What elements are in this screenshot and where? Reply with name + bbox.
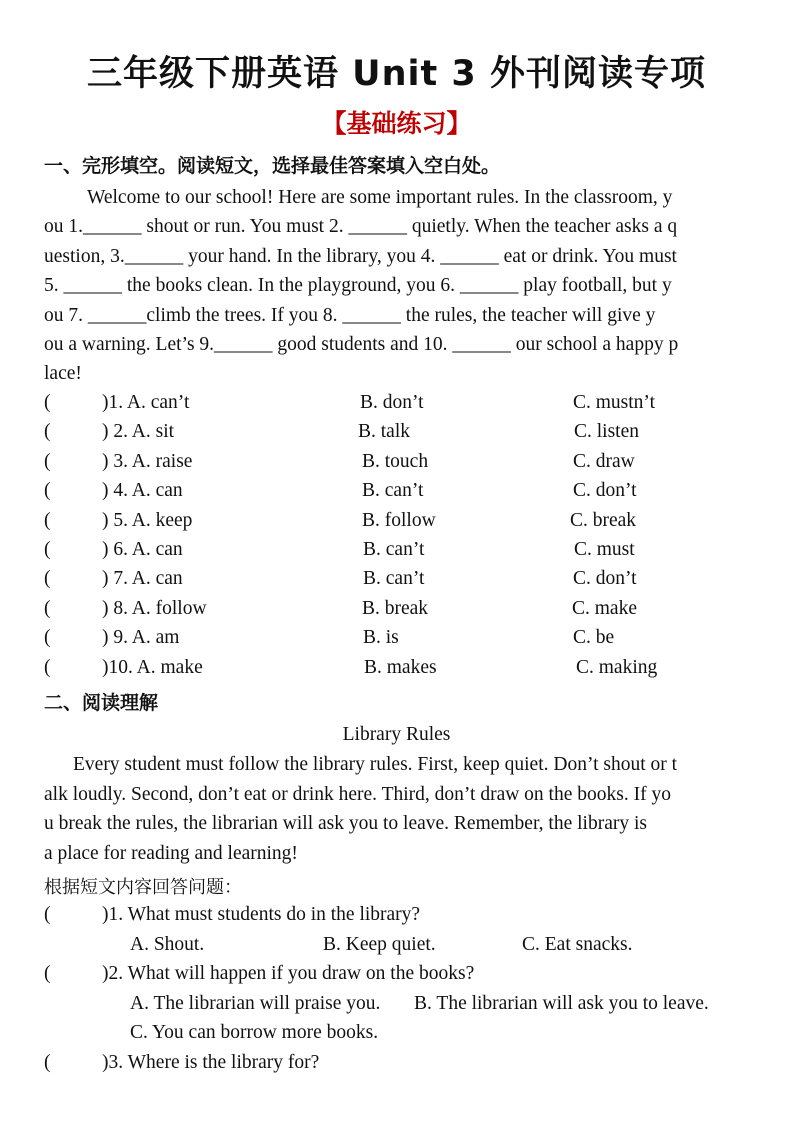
option-a: A. Shout. xyxy=(130,934,205,955)
option-c: C. don’t xyxy=(573,568,637,589)
option-c: C. making xyxy=(576,657,658,678)
option-c: C. don’t xyxy=(573,480,637,501)
passage-line: u break the rules, the librarian will ask you to leave. Remember, the library is xyxy=(44,813,647,834)
question-stem: )2. What will happen if you draw on the books? xyxy=(102,963,475,984)
option-b: B. is xyxy=(363,627,399,648)
passage-line: alk loudly. Second, don’t eat or drink here. Third, don’t draw on the books. If yo xyxy=(44,784,671,805)
option-a: )10. A. make xyxy=(102,657,203,678)
passage-line: 5. ______ the books clean. In the playground, you 6. ______ play football, but y xyxy=(44,275,672,296)
passage-line: ou 7. ______climb the trees. If you 8. ______ the rules, the teacher will give y xyxy=(44,305,656,326)
option-c: C. You can borrow more books. xyxy=(130,1022,379,1043)
passage-line: Every student must follow the library rules. First, keep quiet. Don’t shout or t xyxy=(73,754,678,775)
option-c: C. mustn’t xyxy=(573,392,655,413)
section-subtitle: 【基础练习】 xyxy=(321,109,472,138)
option-a: ) 8. A. follow xyxy=(102,598,207,619)
passage-title: Library Rules xyxy=(342,724,451,745)
instruction: 根据短文内容回答问题： xyxy=(44,877,242,898)
option-a: ) 7. A. can xyxy=(102,568,183,589)
passage-line: Welcome to our school! Here are some important rules. In the classroom, y xyxy=(87,187,673,208)
option-b: B. can’t xyxy=(362,480,424,501)
option-b: B. The librarian will ask you to leave. xyxy=(414,993,709,1014)
answer-paren[interactable]: ( xyxy=(44,421,51,442)
page-title: 三年级下册英语 Unit 3 外刊阅读专项 xyxy=(87,54,706,94)
option-a: ) 2. A. sit xyxy=(102,421,175,442)
answer-paren[interactable]: ( xyxy=(44,598,51,619)
answer-paren[interactable]: ( xyxy=(44,963,51,984)
answer-paren[interactable]: ( xyxy=(44,510,51,531)
option-c: C. must xyxy=(574,539,635,560)
passage-line: lace! xyxy=(44,363,82,384)
option-c: C. break xyxy=(570,510,637,531)
option-a: )1. A. can’t xyxy=(102,392,190,413)
option-a: ) 6. A. can xyxy=(102,539,183,560)
section1-heading: 一、完形填空。阅读短文，选择最佳答案填入空白处。 xyxy=(44,155,501,177)
option-a: ) 4. A. can xyxy=(102,480,183,501)
answer-paren[interactable]: ( xyxy=(44,480,51,501)
option-b: B. makes xyxy=(364,657,437,678)
passage-line: a place for reading and learning! xyxy=(44,843,298,864)
option-a: ) 3. A. raise xyxy=(102,451,193,472)
option-b: B. break xyxy=(362,598,429,619)
answer-paren[interactable]: ( xyxy=(44,1052,51,1073)
option-c: C. be xyxy=(573,627,615,648)
passage-line: uestion, 3.______ your hand. In the library, you 4. ______ eat or drink. You must xyxy=(44,246,677,267)
passage-line: ou a warning. Let’s 9.______ good students and 10. ______ our school a happy p xyxy=(44,334,679,355)
question-stem: )3. Where is the library for? xyxy=(102,1052,320,1073)
option-c: C. listen xyxy=(574,421,640,442)
answer-paren[interactable]: ( xyxy=(44,392,51,413)
answer-paren[interactable]: ( xyxy=(44,627,51,648)
option-b: B. Keep quiet. xyxy=(323,934,436,955)
answer-paren[interactable]: ( xyxy=(44,657,51,678)
option-c: C. make xyxy=(572,598,637,619)
option-a: A. The librarian will praise you. xyxy=(130,993,381,1014)
answer-paren[interactable]: ( xyxy=(44,451,51,472)
option-c: C. Eat snacks. xyxy=(522,934,633,955)
option-a: ) 5. A. keep xyxy=(102,510,193,531)
option-c: C. draw xyxy=(573,451,635,472)
option-b: B. touch xyxy=(362,451,429,472)
option-b: B. follow xyxy=(362,510,436,531)
answer-paren[interactable]: ( xyxy=(44,568,51,589)
option-a: ) 9. A. am xyxy=(102,627,180,648)
question-stem: )1. What must students do in the library? xyxy=(102,904,421,925)
passage-line: ou 1.______ shout or run. You must 2. ______ quietly. When the teacher asks a q xyxy=(44,216,678,237)
answer-paren[interactable]: ( xyxy=(44,539,51,560)
option-b: B. talk xyxy=(358,421,410,442)
answer-paren[interactable]: ( xyxy=(44,904,51,925)
option-b: B. don’t xyxy=(360,392,424,413)
option-b: B. can’t xyxy=(363,568,425,589)
section2-heading: 二、阅读理解 xyxy=(44,692,159,714)
option-b: B. can’t xyxy=(363,539,425,560)
